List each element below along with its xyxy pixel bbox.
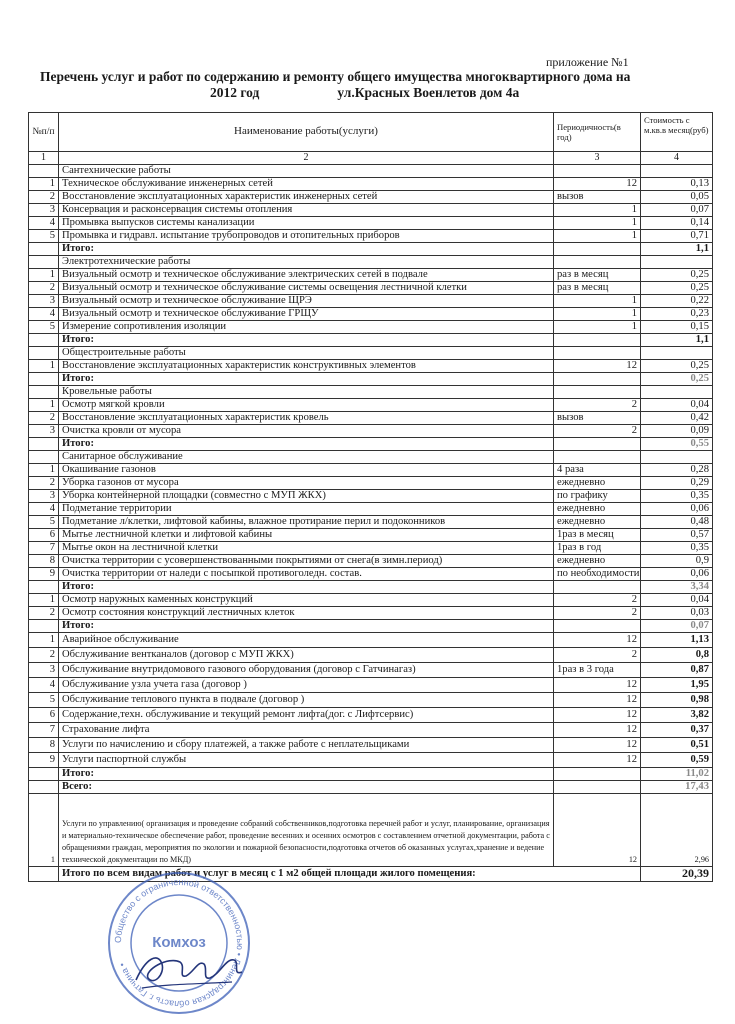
- row-number: 2: [29, 476, 59, 489]
- row-cost: 1,95: [641, 677, 713, 692]
- row-cost: 0,25: [641, 281, 713, 294]
- row-number: 2: [29, 411, 59, 424]
- row-period: 12: [554, 722, 641, 737]
- final-total-label: Итого по всем видам работ и услуг в месяц с 1 м2 общей площади жилого помещения:: [59, 866, 641, 881]
- row-number: 3: [29, 203, 59, 216]
- table-row: [29, 502, 713, 515]
- row-cost: 0,51: [641, 737, 713, 752]
- table-row: [29, 398, 713, 411]
- column-number-row: [29, 152, 713, 165]
- grand-total-label: Всего:: [59, 780, 554, 793]
- header-period: Периодичность(в год): [554, 113, 641, 152]
- row-name: Визуальный осмотр и техническое обслуживание электрических сетей в подвале: [59, 268, 554, 281]
- row-cost: 0,37: [641, 722, 713, 737]
- table-row: [29, 190, 713, 203]
- row-name: Восстановление эксплуатационных характеристик конструктивных элементов: [59, 359, 554, 372]
- table-row: [29, 541, 713, 554]
- section-total-label: Итого:: [59, 333, 554, 346]
- row-number: 1: [29, 463, 59, 476]
- table-row: [29, 647, 713, 662]
- row-cost: 0,48: [641, 515, 713, 528]
- row-name: Подметание территории: [59, 502, 554, 515]
- row-cost: 0,71: [641, 229, 713, 242]
- cell-empty: [554, 780, 641, 793]
- cell-empty: [641, 346, 713, 359]
- row-cost: 0,07: [641, 203, 713, 216]
- table-row: [29, 359, 713, 372]
- section-total-row: [29, 619, 713, 632]
- row-cost: 0,9: [641, 554, 713, 567]
- row-cost: 0,23: [641, 307, 713, 320]
- table-row: [29, 707, 713, 722]
- table-row: [29, 692, 713, 707]
- table-row: [29, 528, 713, 541]
- row-name: Визуальный осмотр и техническое обслуживание ЩРЭ: [59, 294, 554, 307]
- row-period: 2: [554, 606, 641, 619]
- row-period: 2: [554, 647, 641, 662]
- row-number: 9: [29, 752, 59, 767]
- row-period: вызов: [554, 411, 641, 424]
- row-cost: 0,87: [641, 662, 713, 677]
- row-name: Подметание л/клетки, лифтовой кабины, влажное протирание перил и подоконников: [59, 515, 554, 528]
- row-number: 2: [29, 190, 59, 203]
- cell-empty: [554, 580, 641, 593]
- final-total-value: 20,39: [641, 866, 713, 881]
- row-cost: 0,25: [641, 268, 713, 281]
- column-number: 2: [59, 152, 554, 165]
- table-row: [29, 268, 713, 281]
- header-number: №п/п: [29, 113, 59, 152]
- row-number: 2: [29, 606, 59, 619]
- row-name: Мытье лестничной клетки и лифтовой кабины: [59, 528, 554, 541]
- row-period: 12: [554, 632, 641, 647]
- row-period: 1раз в 3 года: [554, 662, 641, 677]
- cell-empty: [29, 580, 59, 593]
- row-number: 3: [29, 424, 59, 437]
- cell-empty: [554, 450, 641, 463]
- cell-empty: [641, 450, 713, 463]
- section-total-value: 0,55: [641, 437, 713, 450]
- stamp-ring-text: Общество с ограниченной ответственностью • Ленинградская область г. Гатчина •: [112, 876, 246, 1010]
- title-line-2: [28, 85, 728, 101]
- row-period: 12: [554, 677, 641, 692]
- row-name: Очистка кровли от мусора: [59, 424, 554, 437]
- row-number: 1: [29, 359, 59, 372]
- row-cost: 0,06: [641, 567, 713, 580]
- row-period: 12: [554, 707, 641, 722]
- cell-empty: [554, 242, 641, 255]
- cell-empty: [29, 372, 59, 385]
- row-cost: 0,59: [641, 752, 713, 767]
- grand-total-row: [29, 780, 713, 793]
- signature: [128, 938, 248, 998]
- section-title: Сантехнические работы: [59, 164, 554, 177]
- row-number: 3: [29, 294, 59, 307]
- row-number: 3: [29, 662, 59, 677]
- section-title-row: [29, 385, 713, 398]
- row-name: Очистка территории от наледи с посыпкой противоголедн. состав.: [59, 567, 554, 580]
- row-period: 1раз в месяц: [554, 528, 641, 541]
- cell-empty: [29, 780, 59, 793]
- row-period: 12: [554, 752, 641, 767]
- row-name: Мытье окон на лестничной клетки: [59, 541, 554, 554]
- row-number: 1: [29, 793, 59, 866]
- row-period: по необходимости: [554, 567, 641, 580]
- management-text: Услуги по управлению( организация и проведение собраний собственников,подготовка перечней работ и услуг, планирование, организация и материально-техническое обеспечение работ, проведение весенних и осенних осмотров с составлением отчетной документации, работа с обращениями граждан, мероприятия по экологии и пожарной безопасности,подготовка отчетов об оказанных услугах,хранение и ведение технической документации по МКД): [59, 793, 554, 866]
- row-number: 4: [29, 307, 59, 320]
- row-name: Обслуживание вентканалов (договор с МУП ЖКХ): [59, 647, 554, 662]
- row-number: 9: [29, 567, 59, 580]
- row-name: Осмотр наружных каменных конструкций: [59, 593, 554, 606]
- row-cost: 0,13: [641, 177, 713, 190]
- row-number: 1: [29, 177, 59, 190]
- row-period: 1раз в год: [554, 541, 641, 554]
- cell-empty: [29, 450, 59, 463]
- row-number: 1: [29, 593, 59, 606]
- table-row: [29, 203, 713, 216]
- cell-empty: [29, 242, 59, 255]
- table-row: [29, 606, 713, 619]
- row-period: ежедневно: [554, 476, 641, 489]
- row-number: 5: [29, 515, 59, 528]
- row-number: 6: [29, 707, 59, 722]
- row-period: 2: [554, 424, 641, 437]
- row-number: 1: [29, 632, 59, 647]
- row-number: 1: [29, 398, 59, 411]
- row-cost: 0,57: [641, 528, 713, 541]
- header-name: Наименование работы(услуги): [59, 113, 554, 152]
- row-name: Обслуживание теплового пункта в подвале (договор ): [59, 692, 554, 707]
- row-cost: 0,04: [641, 398, 713, 411]
- table-header-row: [29, 113, 713, 152]
- section-total-label: Итого:: [59, 437, 554, 450]
- row-name: Осмотр мягкой кровли: [59, 398, 554, 411]
- row-name: Обслуживание внутридомового газового оборудования (договор с Гатчинагаз): [59, 662, 554, 677]
- table-row: [29, 554, 713, 567]
- title-line-1: Перечень услуг и работ по содержанию и ремонту общего имущества многоквартирного дома на: [40, 69, 631, 84]
- row-name: Услуги паспортной службы: [59, 752, 554, 767]
- row-period: 12: [554, 692, 641, 707]
- row-number: 8: [29, 554, 59, 567]
- row-number: 7: [29, 722, 59, 737]
- row-cost: 0,25: [641, 359, 713, 372]
- row-number: 4: [29, 216, 59, 229]
- cell-empty: [554, 346, 641, 359]
- cell-empty: [29, 385, 59, 398]
- cell-empty: [641, 164, 713, 177]
- row-name: Уборка контейнерной площадки (совместно с МУП ЖКХ): [59, 489, 554, 502]
- row-number: 3: [29, 489, 59, 502]
- cell-empty: [554, 437, 641, 450]
- table-row: [29, 411, 713, 424]
- title-address: ул.Красных Военлетов дом 4а: [337, 85, 520, 100]
- table-row: [29, 177, 713, 190]
- section-total-row: [29, 242, 713, 255]
- column-number: 3: [554, 152, 641, 165]
- row-name: Обслуживание узла учета газа (договор ): [59, 677, 554, 692]
- section-total-label: Итого:: [59, 242, 554, 255]
- row-number: 4: [29, 502, 59, 515]
- section-total-row: [29, 333, 713, 346]
- section-title-row: [29, 255, 713, 268]
- table-row: [29, 320, 713, 333]
- row-cost: 0,42: [641, 411, 713, 424]
- table-row: [29, 216, 713, 229]
- row-cost: 2,96: [641, 793, 713, 866]
- row-cost: 0,06: [641, 502, 713, 515]
- row-cost: 1,13: [641, 632, 713, 647]
- document-title: [28, 69, 728, 101]
- table-row: [29, 515, 713, 528]
- row-cost: 0,09: [641, 424, 713, 437]
- stamp-center-text: Комхоз: [152, 934, 206, 951]
- row-name: Промывка выпусков системы канализации: [59, 216, 554, 229]
- section-total-label: Итого:: [59, 619, 554, 632]
- table-row: [29, 677, 713, 692]
- row-name: Техническое обслуживание инженерных сетей: [59, 177, 554, 190]
- row-cost: 0,05: [641, 190, 713, 203]
- row-name: Осмотр состояния конструкций лестничных клеток: [59, 606, 554, 619]
- cell-empty: [554, 333, 641, 346]
- cell-empty: [554, 619, 641, 632]
- row-name: Восстановление эксплуатационных характеристик инженерных сетей: [59, 190, 554, 203]
- row-period: ежедневно: [554, 502, 641, 515]
- row-cost: 0,14: [641, 216, 713, 229]
- table-row: [29, 424, 713, 437]
- cell-empty: [29, 866, 59, 881]
- row-period: ежедневно: [554, 554, 641, 567]
- row-name: Страхование лифта: [59, 722, 554, 737]
- row-number: 2: [29, 647, 59, 662]
- table-row: [29, 593, 713, 606]
- row-period: раз в месяц: [554, 281, 641, 294]
- row-number: 8: [29, 737, 59, 752]
- row-period: 1: [554, 320, 641, 333]
- section-title: Общестроительные работы: [59, 346, 554, 359]
- section-title: Кровельные работы: [59, 385, 554, 398]
- cell-empty: [641, 385, 713, 398]
- column-number: 4: [641, 152, 713, 165]
- row-name: Очистка территории с усовершенствованными покрытиями от снега(в зимн.период): [59, 554, 554, 567]
- row-period: 2: [554, 398, 641, 411]
- row-name: Визуальный осмотр и техническое обслуживание ГРЩУ: [59, 307, 554, 320]
- table-row: [29, 632, 713, 647]
- cell-empty: [554, 255, 641, 268]
- cell-empty: [29, 619, 59, 632]
- section-title-row: [29, 346, 713, 359]
- row-name: Содержание,техн. обслуживание и текущий ремонт лифта(дог. с Лифтсервис): [59, 707, 554, 722]
- row-cost: 0,03: [641, 606, 713, 619]
- row-name: Окашивание газонов: [59, 463, 554, 476]
- row-period: 1: [554, 216, 641, 229]
- title-year: 2012 год: [210, 85, 260, 100]
- cell-empty: [29, 164, 59, 177]
- section-total-value: 0,25: [641, 372, 713, 385]
- cell-empty: [29, 333, 59, 346]
- cell-empty: [554, 164, 641, 177]
- section-total-row: [29, 767, 713, 780]
- row-name: Измерение сопротивления изоляции: [59, 320, 554, 333]
- appendix-label: приложение №1: [546, 55, 629, 69]
- table-row: [29, 752, 713, 767]
- row-cost: 0,29: [641, 476, 713, 489]
- cell-empty: [554, 372, 641, 385]
- section-total-label: Итого:: [59, 372, 554, 385]
- section-title: Санитарное обслуживание: [59, 450, 554, 463]
- section-total-value: 1,1: [641, 242, 713, 255]
- row-name: Визуальный осмотр и техническое обслуживание системы освещения лестничной клетки: [59, 281, 554, 294]
- section-total-value: 3,34: [641, 580, 713, 593]
- row-cost: 0,98: [641, 692, 713, 707]
- management-row: [29, 793, 713, 866]
- row-name: Уборка газонов от мусора: [59, 476, 554, 489]
- row-period: 4 раза: [554, 463, 641, 476]
- table-row: [29, 567, 713, 580]
- row-number: 4: [29, 677, 59, 692]
- row-period: 12: [554, 793, 641, 866]
- section-title-row: [29, 450, 713, 463]
- row-cost: 0,28: [641, 463, 713, 476]
- row-period: 12: [554, 737, 641, 752]
- row-period: 12: [554, 177, 641, 190]
- cell-empty: [641, 255, 713, 268]
- section-total-row: [29, 437, 713, 450]
- row-cost: 0,8: [641, 647, 713, 662]
- row-period: вызов: [554, 190, 641, 203]
- row-cost: 0,35: [641, 541, 713, 554]
- cell-empty: [29, 437, 59, 450]
- row-number: 5: [29, 692, 59, 707]
- row-period: 1: [554, 307, 641, 320]
- cell-empty: [29, 346, 59, 359]
- table-row: [29, 737, 713, 752]
- row-name: Консервация и расконсервация системы отопления: [59, 203, 554, 216]
- row-cost: 0,15: [641, 320, 713, 333]
- services-table: [28, 112, 713, 882]
- section-total-value: 1,1: [641, 333, 713, 346]
- table-row: [29, 476, 713, 489]
- table-row: [29, 294, 713, 307]
- row-period: по графику: [554, 489, 641, 502]
- row-name: Услуги по начислению и сбору платежей, а также работе с неплательщиками: [59, 737, 554, 752]
- row-number: 6: [29, 528, 59, 541]
- row-cost: 0,04: [641, 593, 713, 606]
- section-total-value: 0,07: [641, 619, 713, 632]
- row-number: 5: [29, 320, 59, 333]
- row-cost: 0,35: [641, 489, 713, 502]
- row-cost: 3,82: [641, 707, 713, 722]
- row-period: 2: [554, 593, 641, 606]
- row-period: 12: [554, 359, 641, 372]
- table-row: [29, 662, 713, 677]
- section-total-row: [29, 372, 713, 385]
- section-title: Электротехнические работы: [59, 255, 554, 268]
- section-total-row: [29, 580, 713, 593]
- row-name: Промывка и гидравл. испытание трубопроводов и отопительных приборов: [59, 229, 554, 242]
- cell-empty: [29, 767, 59, 780]
- row-name: Восстановление эксплуатационных характеристик кровель: [59, 411, 554, 424]
- row-period: ежедневно: [554, 515, 641, 528]
- row-period: 1: [554, 203, 641, 216]
- row-number: 2: [29, 281, 59, 294]
- grand-total-value: 17,43: [641, 780, 713, 793]
- row-period: 1: [554, 229, 641, 242]
- table-row: [29, 307, 713, 320]
- table-row: [29, 722, 713, 737]
- row-number: 7: [29, 541, 59, 554]
- row-period: 1: [554, 294, 641, 307]
- table-row: [29, 463, 713, 476]
- row-name: Аварийное обслуживание: [59, 632, 554, 647]
- row-period: раз в месяц: [554, 268, 641, 281]
- cell-empty: [29, 255, 59, 268]
- row-number: 1: [29, 268, 59, 281]
- column-number: 1: [29, 152, 59, 165]
- section-total-label: Итого:: [59, 580, 554, 593]
- row-number: 5: [29, 229, 59, 242]
- section-total-value: 11,02: [641, 767, 713, 780]
- table-row: [29, 229, 713, 242]
- table-row: [29, 489, 713, 502]
- section-title-row: [29, 164, 713, 177]
- header-cost: Стоимость с м.кв.в месяц(руб): [641, 113, 713, 152]
- cell-empty: [554, 385, 641, 398]
- row-cost: 0,22: [641, 294, 713, 307]
- section-total-label: Итого:: [59, 767, 554, 780]
- cell-empty: [554, 767, 641, 780]
- table-row: [29, 281, 713, 294]
